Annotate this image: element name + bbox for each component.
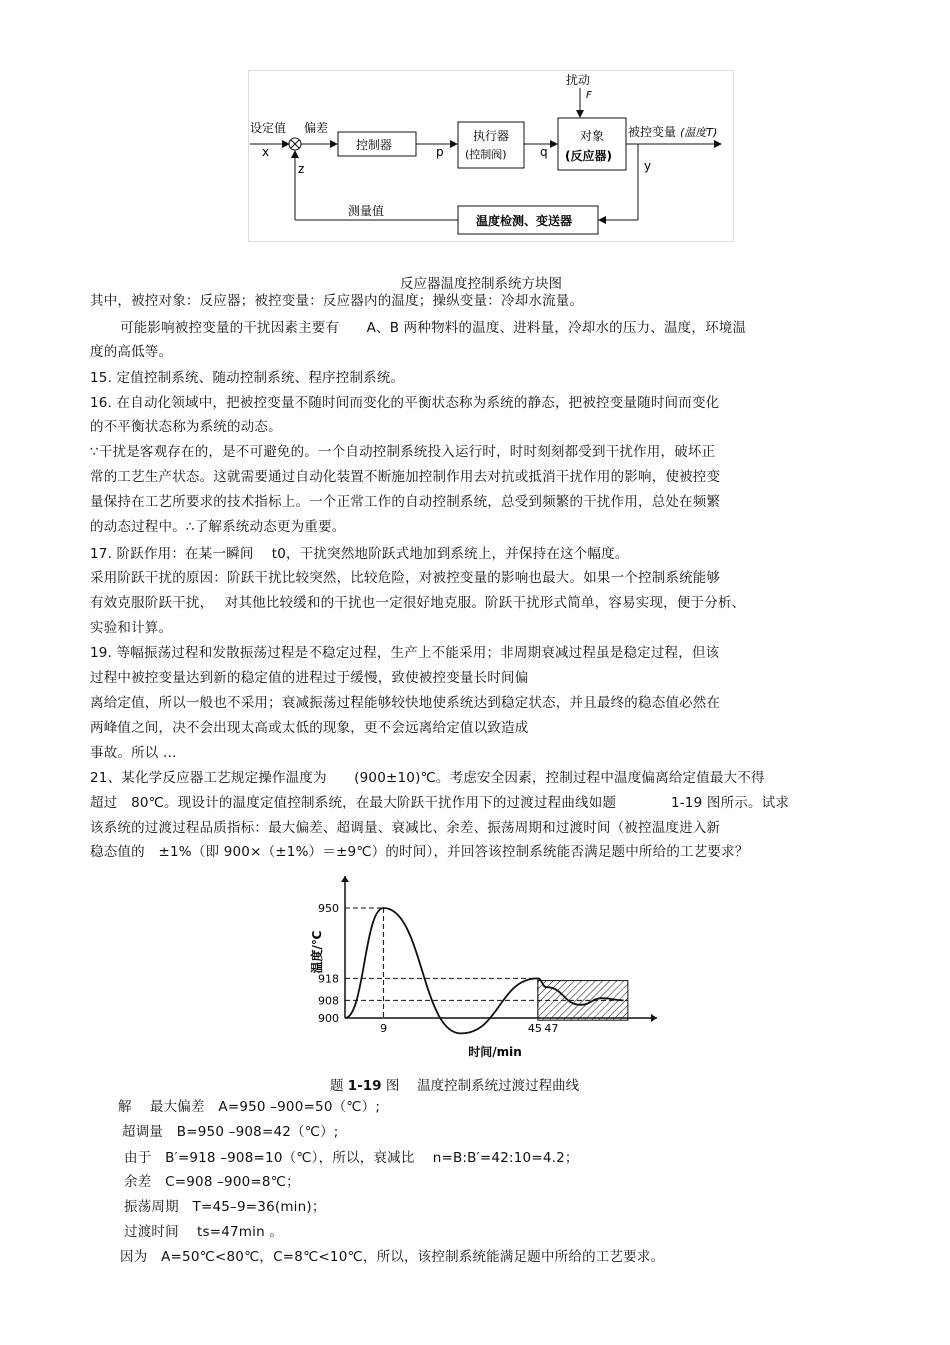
x-axis-label: 时间/min xyxy=(468,1045,522,1059)
actuator-label: 执行器 xyxy=(473,129,510,143)
disturbance-symbol: F xyxy=(586,90,592,101)
controller-label: 控制器 xyxy=(356,138,393,152)
controller-output-symbol: p xyxy=(436,145,444,159)
x-tick-label: 45 xyxy=(527,1022,542,1035)
text-line: 事故。所以 ... xyxy=(90,745,177,761)
disturbance-label: 扰动 xyxy=(566,73,591,87)
solution-line: 过渡时间 ts=47min 。 xyxy=(124,1224,284,1240)
actuator-output-symbol: q xyxy=(540,145,548,159)
diagram-caption: 反应器温度控制系统方块图 xyxy=(400,276,562,292)
setpoint-symbol: x xyxy=(262,145,270,159)
y-tick-label: 908 xyxy=(318,994,339,1008)
feedback-symbol: z xyxy=(298,162,305,176)
output-symbol: y xyxy=(644,159,652,173)
x-tick-label: 47 xyxy=(544,1022,559,1035)
text-line: 稳态值的 ±1%（即 900×（±1%）＝±9℃）的时间），并回答该控制系统能否满足题中所给的工艺要求？ xyxy=(90,844,749,860)
setpoint-label: 设定值 xyxy=(250,121,287,135)
text-line: 量保持在工艺所要求的技术指标上。一个正常工作的自动控制系统，总受到频繁的干扰作用，总处在频繁 xyxy=(90,494,721,510)
transmitter-label: 温度检测、变送器 xyxy=(476,214,573,228)
measured-value-label: 测量值 xyxy=(348,204,385,218)
solution-line: 余差 C=908 –900=8℃； xyxy=(124,1174,300,1190)
text-line: ∵干扰是客观存在的，是不可避免的。一个自动控制系统投入运行时，时时刻刻都受到干扰作用，破坏正 xyxy=(90,444,716,460)
solution-line: 解 最大偏差 A=950 –900=50（℃）; xyxy=(118,1099,381,1115)
text-line: 19. 等幅振荡过程和发散振荡过程是不稳定过程，生产上不能采用；非周期衰减过程虽是稳定过程，但该 xyxy=(90,645,720,661)
chart-caption-prefix: 题 xyxy=(330,1078,348,1094)
object-label: 对象 xyxy=(580,129,605,143)
solution-line: 由于 B′=918 –908=10（℃），所以，衰减比 n=B:B′=42:10=4.2； xyxy=(124,1150,579,1166)
chart-caption-suffix: 图 温度控制系统过渡过程曲线 xyxy=(381,1078,580,1094)
text-line: 15. 定值控制系统、随动控制系统、程序控制系统。 xyxy=(90,370,405,386)
x-axis-arrow xyxy=(651,1014,657,1022)
temperature-label: (温度T) xyxy=(680,126,718,139)
object-sublabel: (反应器) xyxy=(565,149,612,163)
text-line: 常的工艺生产状态。这就需要通过自动化装置不断施加控制作用去对抗或抵消干扰作用的影响，使被控变 xyxy=(90,469,721,485)
controlled-variable-label: 被控变量 xyxy=(628,125,677,139)
solution-line: 超调量 B=950 –908=42（℃）; xyxy=(122,1124,339,1140)
text-line: 过程中被控变量达到新的稳定值的进程过于缓慢，致使被控变量长时间偏 xyxy=(90,670,529,686)
text-line: 度的高低等。 xyxy=(90,344,173,360)
text-line: 采用阶跃干扰的原因：阶跃干扰比较突然，比较危险，对被控变量的影响也最大。如果一个控制系统能够 xyxy=(90,570,721,586)
y-tick-label: 900 xyxy=(318,1012,339,1025)
text-line: 的不平衡状态称为系统的动态。 xyxy=(90,419,282,435)
y-axis-label: 温度/℃ xyxy=(310,930,324,974)
transient-chart xyxy=(305,868,665,1068)
text-line: 有效克服阶跃干扰， 对其他比较缓和的干扰也一定很好地克服。阶跃干扰形式简单，容易实现，便于分析、 xyxy=(90,595,746,611)
solution-line: 振荡周期 T=45–9=36(min)； xyxy=(124,1199,326,1215)
text-line: 实验和计算。 xyxy=(90,620,173,636)
y-tick-label: 950 xyxy=(318,902,339,915)
text-line: 两峰值之间，决不会出现太高或太低的现象，更不会远离给定值以致造成 xyxy=(90,720,529,736)
text-line: 17. 阶跃作用：在某一瞬间 t0，干扰突然地阶跃式地加到系统上，并保持在这个幅度。 xyxy=(90,546,629,562)
y-axis-arrow xyxy=(341,876,349,882)
chart-caption xyxy=(330,1074,579,1094)
text-line: 超过 80℃。现设计的温度定值控制系统，在最大阶跃干扰作用下的过渡过程曲线如题 1-19 图所示。试求 xyxy=(90,795,790,811)
text-line: 离给定值，所以一般也不采用；衰减振荡过程能够较快地使系统达到稳定状态，并且最终的稳态值必然在 xyxy=(90,695,721,711)
x-tick-label: 9 xyxy=(380,1022,388,1035)
text-line: 该系统的过渡过程品质指标：最大偏差、超调量、衰减比、余差、振荡周期和过渡时间（被控温度进入新 xyxy=(90,820,721,836)
text-line: 其中，被控对象：反应器；被控变量：反应器内的温度；操纵变量：冷却水流量。 xyxy=(90,293,584,309)
text-line: 16. 在自动化领域中，把被控变量不随时间而变化的平衡状态称为系统的静态，把被控变量随时间而变化 xyxy=(90,395,720,411)
actuator-sublabel: (控制阀) xyxy=(465,148,507,161)
text-line: 21、某化学反应器工艺规定操作温度为 (900±10)℃。考虑安全因素，控制过程中温度偏离给定值最大不得 xyxy=(90,770,765,786)
chart-caption-number: 1-19 xyxy=(347,1078,382,1094)
y-tick-label: 918 xyxy=(318,972,339,986)
block-diagram xyxy=(248,70,734,242)
deviation-label: 偏差 xyxy=(304,121,329,135)
solution-line: 因为 A=50℃<80℃，C=8℃<10℃，所以，该控制系统能满足题中所给的工艺要求。 xyxy=(120,1249,665,1265)
text-line: 的动态过程中。∴了解系统动态更为重要。 xyxy=(90,519,346,535)
text-line: 可能影响被控变量的干扰因素主要有 A、B 两种物料的温度、进料量，冷却水的压力、温度，环境温 xyxy=(120,320,747,336)
